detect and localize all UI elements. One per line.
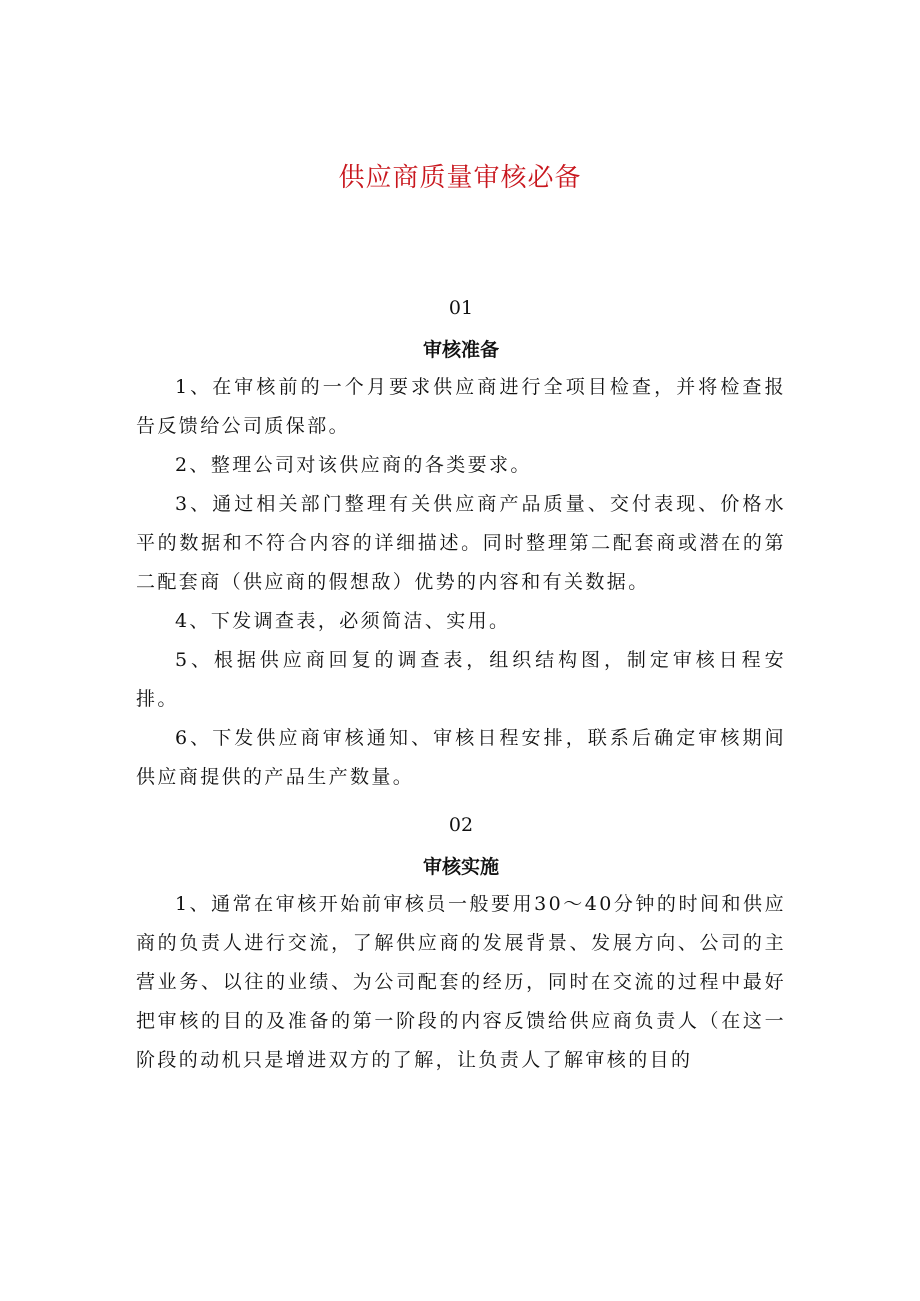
paragraph: 5、根据供应商回复的调查表，组织结构图，制定审核日程安排。	[136, 649, 786, 710]
paragraph: 3、通过相关部门整理有关供应商产品质量、交付表现、价格水平的数据和不符合内容的详细描述。同时整理第二配套商或潜在的第二配套商（供应商的假想敌）优势的内容和有关数据。	[136, 493, 786, 593]
paragraph: 6、下发供应商审核通知、审核日程安排，联系后确定审核期间供应商提供的产品生产数量。	[136, 727, 786, 788]
paragraph: 2、整理公司对该供应商的各类要求。	[174, 454, 532, 476]
section-heading: 审核准备	[422, 339, 499, 361]
document-body	[136, 290, 786, 1080]
section-audit-preparation	[136, 290, 786, 797]
paragraph: 4、下发调查表，必须简洁、实用。	[174, 610, 511, 632]
document-title: 供应商质量审核必备	[338, 163, 582, 193]
section-number: 02	[448, 814, 474, 836]
paragraph: 1、在审核前的一个月要求供应商进行全项目检查，并将检查报告反馈给公司质保部。	[136, 376, 786, 437]
section-number: 01	[448, 297, 474, 319]
paragraph: 1、通常在审核开始前审核员一般要用30～40分钟的时间和供应商的负责人进行交流，了解供应商的发展背景、发展方向、公司的主营业务、以往的业绩、为公司配套的经历，同时在交流的过程中最好把审核的目的及准备的第一阶段的内容反馈给供应商负责人（在这一阶段的动机只是增进双方的了解，让负责人了解审核的目的	[136, 893, 786, 1071]
section-audit-implementation	[136, 807, 786, 1080]
section-heading: 审核实施	[422, 856, 499, 878]
